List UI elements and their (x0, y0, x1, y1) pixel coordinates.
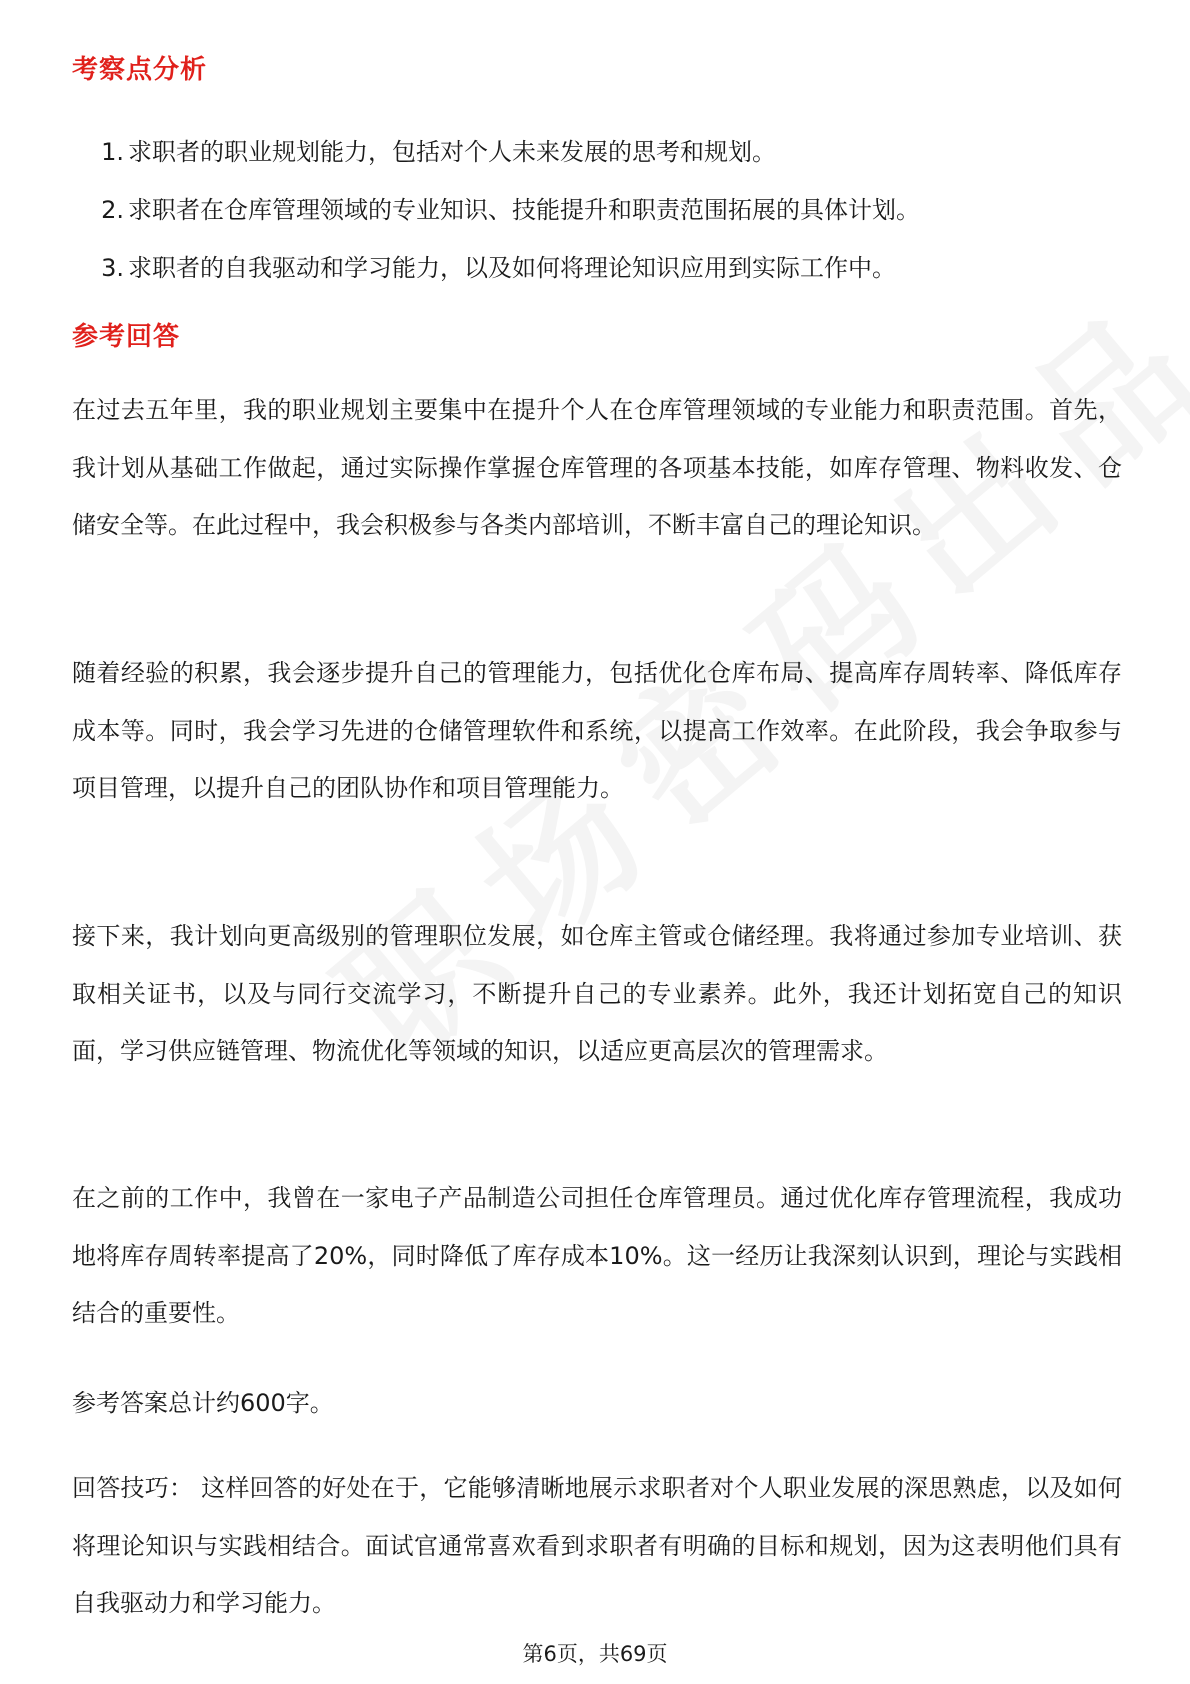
list-number: 3. (101, 254, 124, 282)
answer-paragraph: 在过去五年里，我的职业规划主要集中在提升个人在仓库管理领域的专业能力和职责范围。首先，我计划从基础工作做起，通过实际操作掌握仓库管理的各项基本技能，如库存管理、物料收发、仓储安全等。在此过程中，我会积极参与各类内部培训，不断丰富自己的理论知识。 (72, 396, 1122, 539)
analysis-list (72, 123, 1122, 297)
list-text: 求职者的自我驱动和学习能力，以及如何将理论知识应用到实际工作中。 (128, 254, 896, 282)
list-number: 1. (101, 138, 124, 166)
answer-paragraph: 接下来，我计划向更高级别的管理职位发展，如仓库主管或仓储经理。我将通过参加专业培训、获取相关证书，以及与同行交流学习，不断提升自己的专业素养。此外，我还计划拓宽自己的知识面，学习供应链管理、物流优化等领域的知识，以适应更高层次的管理需求。 (72, 922, 1122, 1065)
list-number: 2. (101, 196, 124, 224)
list-text: 求职者在仓库管理领域的专业知识、技能提升和职责范围拓展的具体计划。 (128, 196, 920, 224)
answer-paragraph: 在之前的工作中，我曾在一家电子产品制造公司担任仓库管理员。通过优化库存管理流程，我成功地将库存周转率提高了20%，同时降低了库存成本10%。这一经历让我深刻认识到，理论与实践相结合的重要性。 (72, 1184, 1122, 1327)
section-heading-analysis: 考察点分析 (72, 55, 208, 85)
answer-tips: 回答技巧： 这样回答的好处在于，它能够清晰地展示求职者对个人职业发展的深思熟虑，以及如何将理论知识与实践相结合。面试官通常喜欢看到求职者有明确的目标和规划，因为这表明他们具有自我驱动力和学习能力。 (72, 1474, 1122, 1617)
word-count-note: 参考答案总计约600字。 (72, 1389, 334, 1417)
section-heading-reference-answer: 参考回答 (72, 322, 181, 352)
page-footer: 第6页，共69页 (522, 1642, 668, 1666)
list-text: 求职者的职业规划能力，包括对个人未来发展的思考和规划。 (128, 138, 776, 166)
list-item (72, 181, 1122, 239)
list-item (72, 239, 1122, 297)
list-item (72, 123, 1122, 181)
answer-paragraph: 随着经验的积累，我会逐步提升自己的管理能力，包括优化仓库布局、提高库存周转率、降低库存成本等。同时，我会学习先进的仓储管理软件和系统，以提高工作效率。在此阶段，我会争取参与项目管理，以提升自己的团队协作和项目管理能力。 (72, 659, 1122, 802)
